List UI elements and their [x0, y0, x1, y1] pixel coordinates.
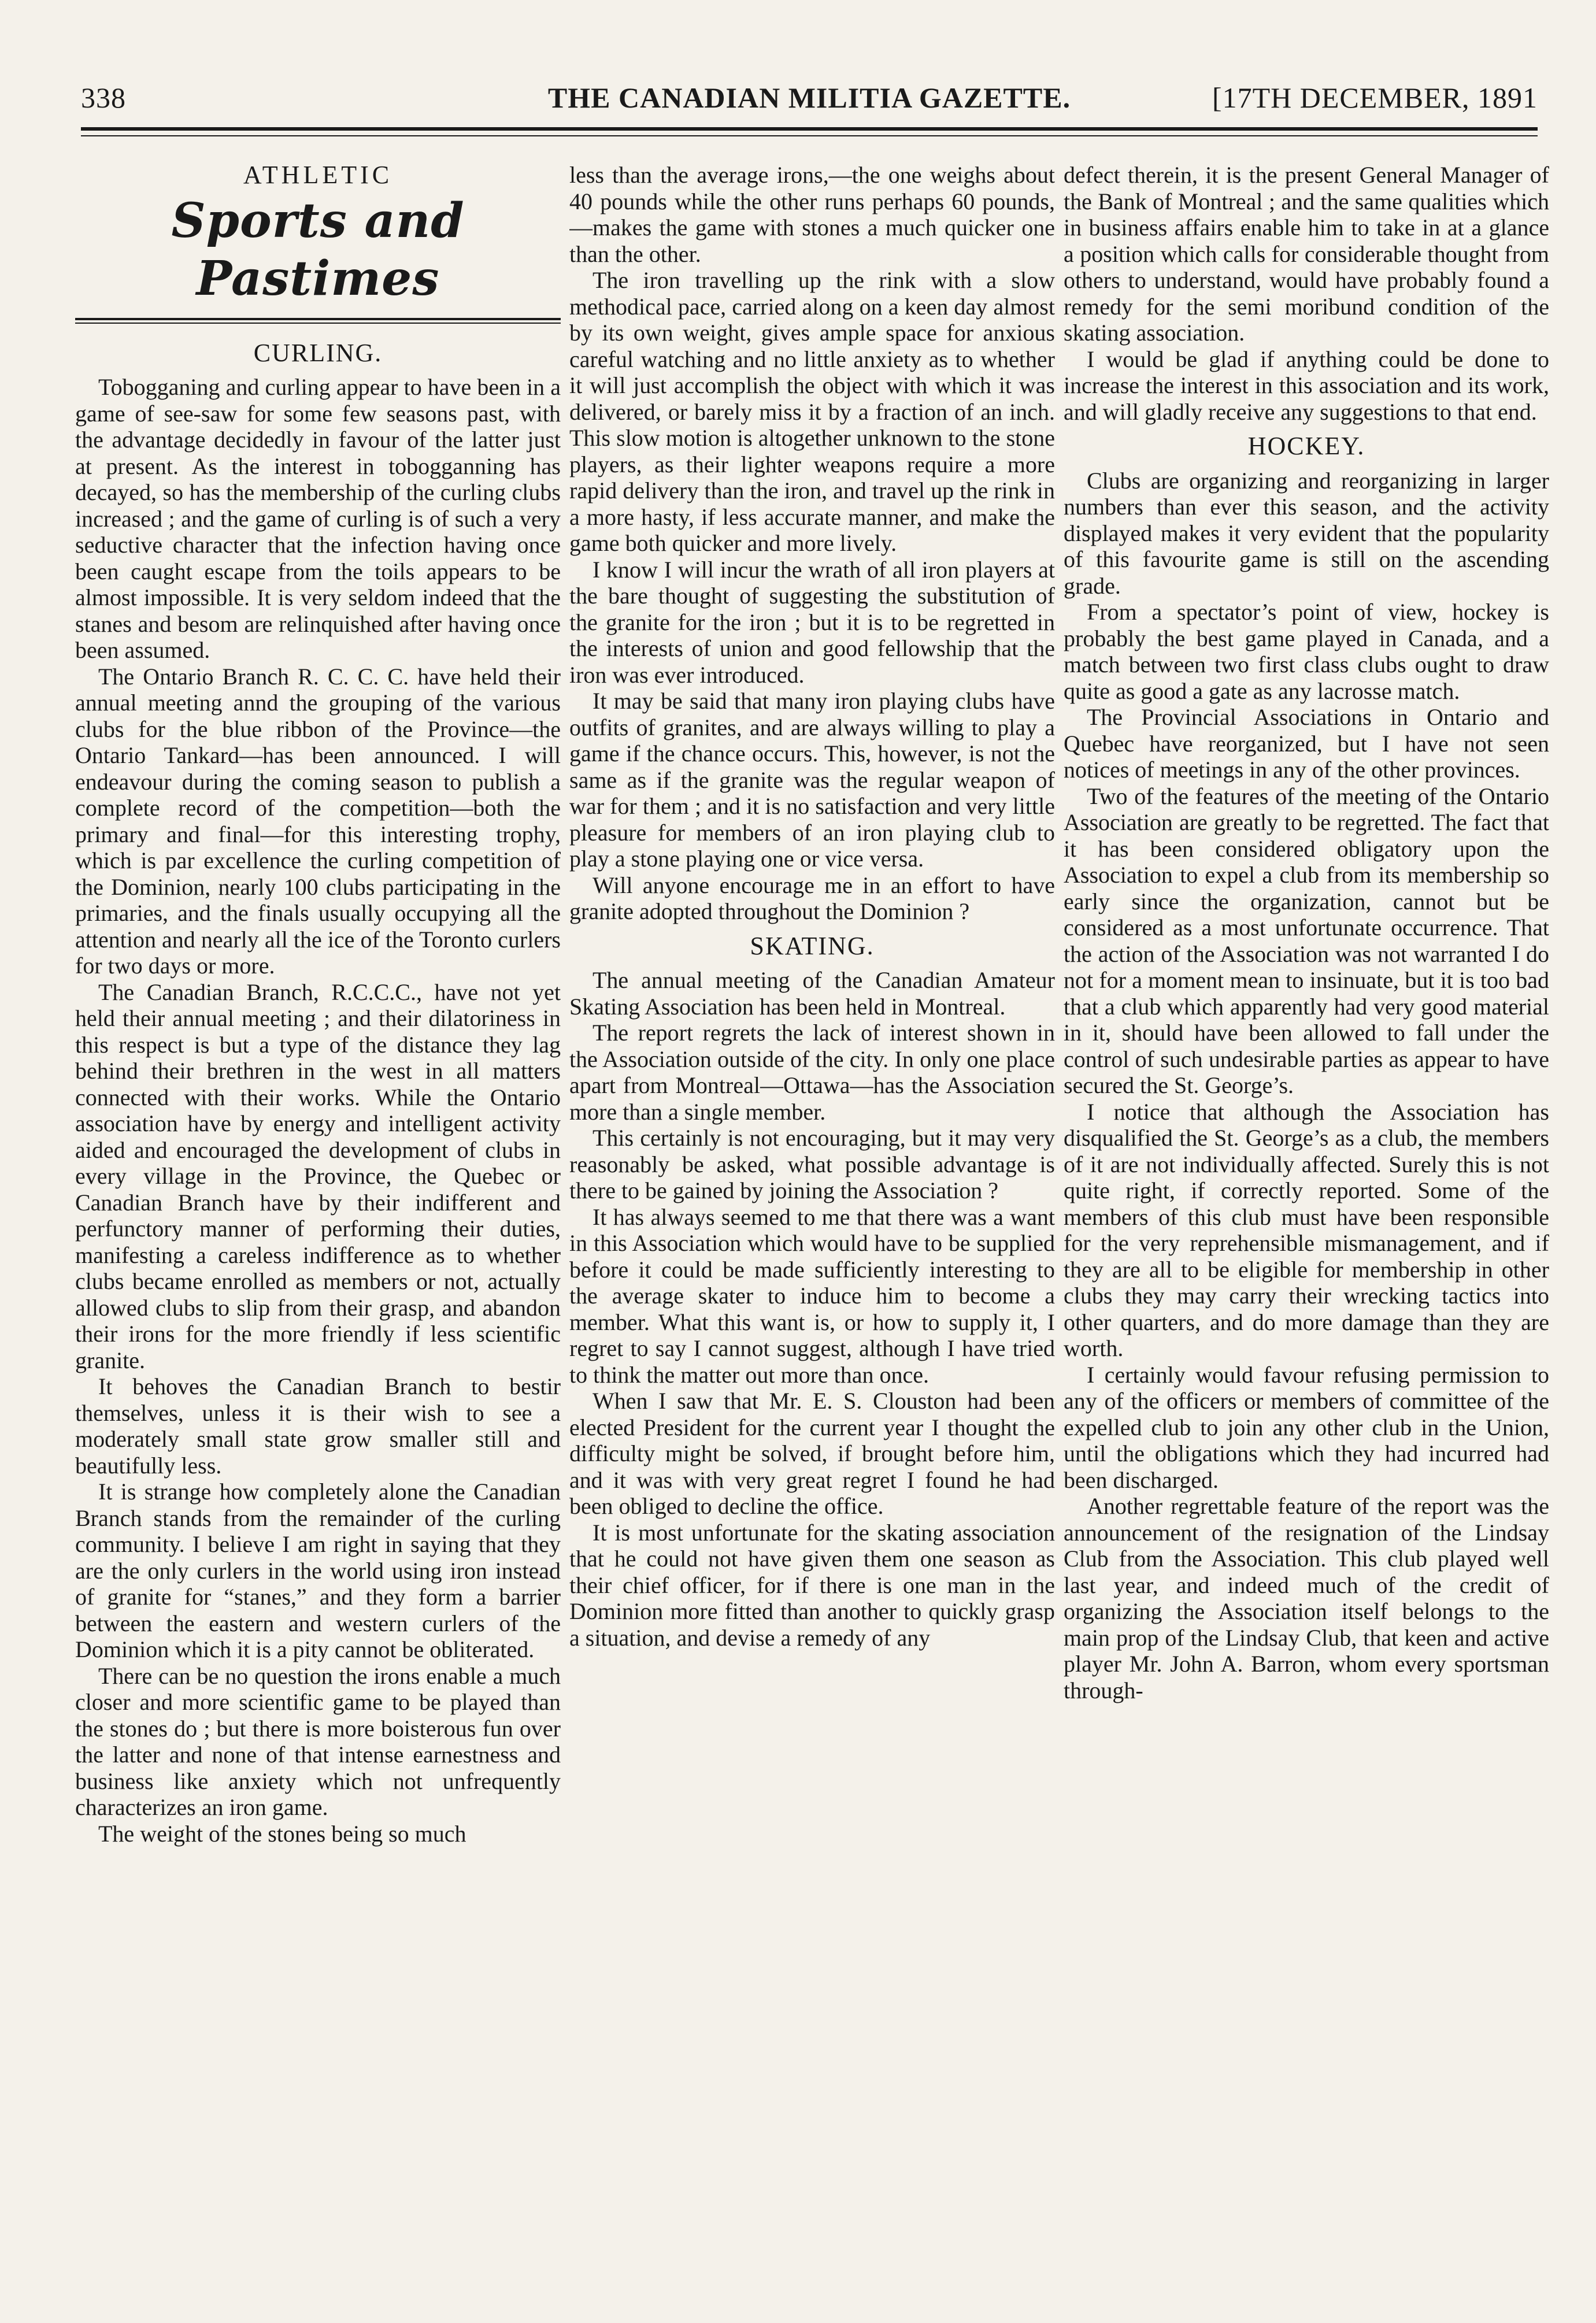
paragraph: The report regrets the lack of interest shown in the Association outside of the city. In only one place apart from Montreal—Ottawa—has the Association more than a single member.: [569, 1020, 1055, 1125]
page-number: 338: [81, 81, 126, 114]
paragraph: I would be glad if anything could be done to increase the interest in this association and its work, and will gladly receive any suggestions to that end.: [1064, 346, 1549, 425]
paragraph: It has always seemed to me that there was a want in this Association which would have to be supplied before it could be made sufficiently interesting to the average skater to induce him to become a member. What this want is, or how to supply it, I regret to say I cannot suggest, although I have tried to think the matter out more than once.: [569, 1203, 1055, 1388]
masthead-title: Sports and Pastimes: [171, 192, 465, 306]
page-header: [81, 81, 1538, 121]
paragraph: Another regrettable feature of the report was the announcement of the resignation of the Lindsay Club from the Association. This club played well last year, and indeed much of the credit of organizing the Association itself belongs to the main prop of the Lindsay Club, that keen and active player Mr. John A. Barron, whom every sportsman through-: [1064, 1493, 1549, 1703]
masthead-rule-thin: [75, 323, 561, 324]
section-masthead: [75, 162, 561, 324]
paragraph: The weight of the stones being so much: [98, 1820, 466, 1847]
paragraph: Will anyone encourage me in an effort to have granite adopted throughout the Dominion ?: [569, 872, 1055, 924]
header-rule-thin: [81, 135, 1538, 136]
paragraph: From a spectator’s point of view, hockey is probably the best game played in Canada, and a match between two first class clubs ought to draw quite as good a gate as any lacrosse match.: [1064, 599, 1549, 704]
paragraph: Clubs are organizing and reorganizing in larger numbers than ever this season, and the activity displayed makes it very evident that the popularity of this favourite game is still on the ascending grade.: [1064, 467, 1549, 599]
column-3: [1064, 162, 1549, 2300]
paragraph: The Provincial Associations in Ontario and Quebec have reorganized, but I have not seen notices of meetings in any of the other provinces.: [1064, 704, 1549, 783]
paragraph: When I saw that Mr. E. S. Clouston had been elected President for the current year I thought the difficulty might be solved, if brought before him, and it was with very great regret I found he had been obliged to decline the office.: [569, 1388, 1055, 1519]
curling-heading: CURLING.: [253, 338, 383, 367]
paragraph: This certainly is not encouraging, but it may very reasonably be asked, what possible advantage is there to be gained by joining the Association ?: [569, 1125, 1055, 1203]
paragraph: I know I will incur the wrath of all iron players at the bare thought of suggesting the substitution of the granite for the iron ; but it is to be regretted in the interests of union and good fellowship that the iron was ever introduced.: [569, 556, 1055, 688]
column-1: [75, 162, 561, 2300]
masthead-kicker: ATHLETIC: [243, 162, 393, 189]
paragraph: I notice that although the Association has disqualified the St. George’s as a club, the members of it are not individually affected. Surely this is not quite right, if correctly reported. Some of the members of this club must have been responsible for the very reprehensible mismanagement, and if they are all to be eligible for membership in other clubs they may carry their wrecking tactics into other quarters, and do more damage than they are worth.: [1064, 1098, 1549, 1361]
paragraph: The Canadian Branch, R.C.C.C., have not yet held their annual meeting ; and their dilatoriness in this respect is but a type of the distance they lag behind their brethren in the west in all matters connected with their works. While the Ontario association have by energy and intelligent activity aided and encouraged the development of clubs in every village in the Province, the Quebec or Canadian Branch have by their indifferent and perfunctory manner of performing their duties, manifesting a careless indifference as to whether clubs became enrolled as members or not, actually allowed clubs to slip from their grasp, and abandon their irons for the more friendly if less scientific granite.: [75, 979, 561, 1373]
masthead-rule: [75, 318, 561, 320]
paragraph: It is most unfortunate for the skating association that he could not have given them one season as their chief officer, for if there is one man in the Dominion more fitted than another to quickly grasp a situation, and devise a remedy of any: [569, 1519, 1055, 1651]
paragraph: The Ontario Branch R. C. C. C. have held their annual meeting annd the grouping of the various clubs for the blue ribbon of the Province—the Ontario Tankard—has been announced. I will endeavour during the coming season to publish a complete record of the competition—both the primary and final—for this interesting trophy, which is par excellence the curling competition of the Dominion, nearly 100 clubs participating in the primaries, and the finals usually occupying all the attention and nearly all the ice of the Toronto curlers for two days or more.: [75, 663, 561, 979]
skating-heading: SKATING.: [750, 931, 875, 960]
column-2: [569, 162, 1055, 2300]
hockey-heading: HOCKEY.: [1247, 432, 1365, 460]
paragraph: Tobogganing and curling appear to have been in a game of see-saw for some few seasons past, with the advantage decidedly in favour of the latter just at present. As the interest in tobogganning has decayed, so has the membership of the curling clubs increased ; and the game of curling is of such a very seductive character that the infection having once been caught escape from the toils appears to be almost impossible. It is very seldom indeed that the stanes and besom are relinquished after having once been assumed.: [75, 374, 561, 663]
paragraph: The iron travelling up the rink with a slow methodical pace, carried along on a keen day almost by its own weight, gives ample space for anxious careful watching and no little anxiety as to whether it will just accomplish the object with which it was delivered, or barely miss it by a fraction of an inch. This slow motion is altogether unknown to the stone players, as their lighter weapons require a more rapid delivery than the iron, and travel up the rink in a more hasty, if less accurate manner, and make the game both quicker and more lively.: [569, 267, 1055, 556]
publication-title: THE CANADIAN MILITIA GAZETTE.: [547, 81, 1071, 114]
paragraph: Two of the features of the meeting of the Ontario Association are greatly to be regretted. The fact that it has been considered obligatory upon the Association to expel a club from its membership so early since the organization, cannot but be considered as a most unfortunate occurrence. That the action of the Association was not warranted I do not for a moment mean to insinuate, but it is too bad that a club which apparently had very good material in it, should have been allowed to fall under the control of such undesirable parties as appear to have secured the St. George’s.: [1064, 783, 1549, 1098]
header-rule: [81, 127, 1538, 131]
paragraph: It behoves the Canadian Branch to bestir themselves, unless it is their wish to see a moderately small state grow smaller still and beautifully less.: [75, 1373, 561, 1479]
paragraph: It may be said that many iron playing clubs have outfits of granites, and are always willing to play a game if the chance occurs. This, however, is not the same as if the granite was the regular weapon of war for them ; and it is no satisfaction and very little pleasure for members of an iron playing club to play a stone playing one or vice versa.: [569, 688, 1055, 872]
paragraph: I certainly would favour refusing permission to any of the officers or members of committee of the expelled club to join any other club in the Union, until the obligations which they had incurred had been discharged.: [1064, 1361, 1549, 1493]
paragraph: The annual meeting of the Canadian Amateur Skating Association has been held in Montreal.: [569, 967, 1055, 1020]
paragraph: less than the average irons,—the one weighs about 40 pounds while the other runs perhaps 60 pounds,—makes the game with stones a much quicker one than the other.: [569, 162, 1055, 267]
paragraph: There can be no question the irons enable a much closer and more scientific game to be played than the stones do ; but there is more boisterous fun over the latter and none of that intense earnestness and business like anxiety which not unfrequently characterizes an iron game.: [75, 1662, 561, 1820]
issue-date: [17TH DECEMBER, 1891: [1212, 81, 1538, 114]
paragraph: defect therein, it is the present General Manager of the Bank of Montreal ; and the same qualities which in business affairs enable him to take in at a glance a position which calls for considerable thought from others to understand, would have probably found a remedy for the semi moribund condition of the skating association.: [1064, 162, 1549, 346]
paragraph: It is strange how completely alone the Canadian Branch stands from the remainder of the curling community. I believe I am right in saying that they are the only curlers in the world using iron instead of granite for “stanes,” and they form a barrier between the eastern and western curlers of the Dominion which it is a pity cannot be obliterated.: [75, 1479, 561, 1662]
